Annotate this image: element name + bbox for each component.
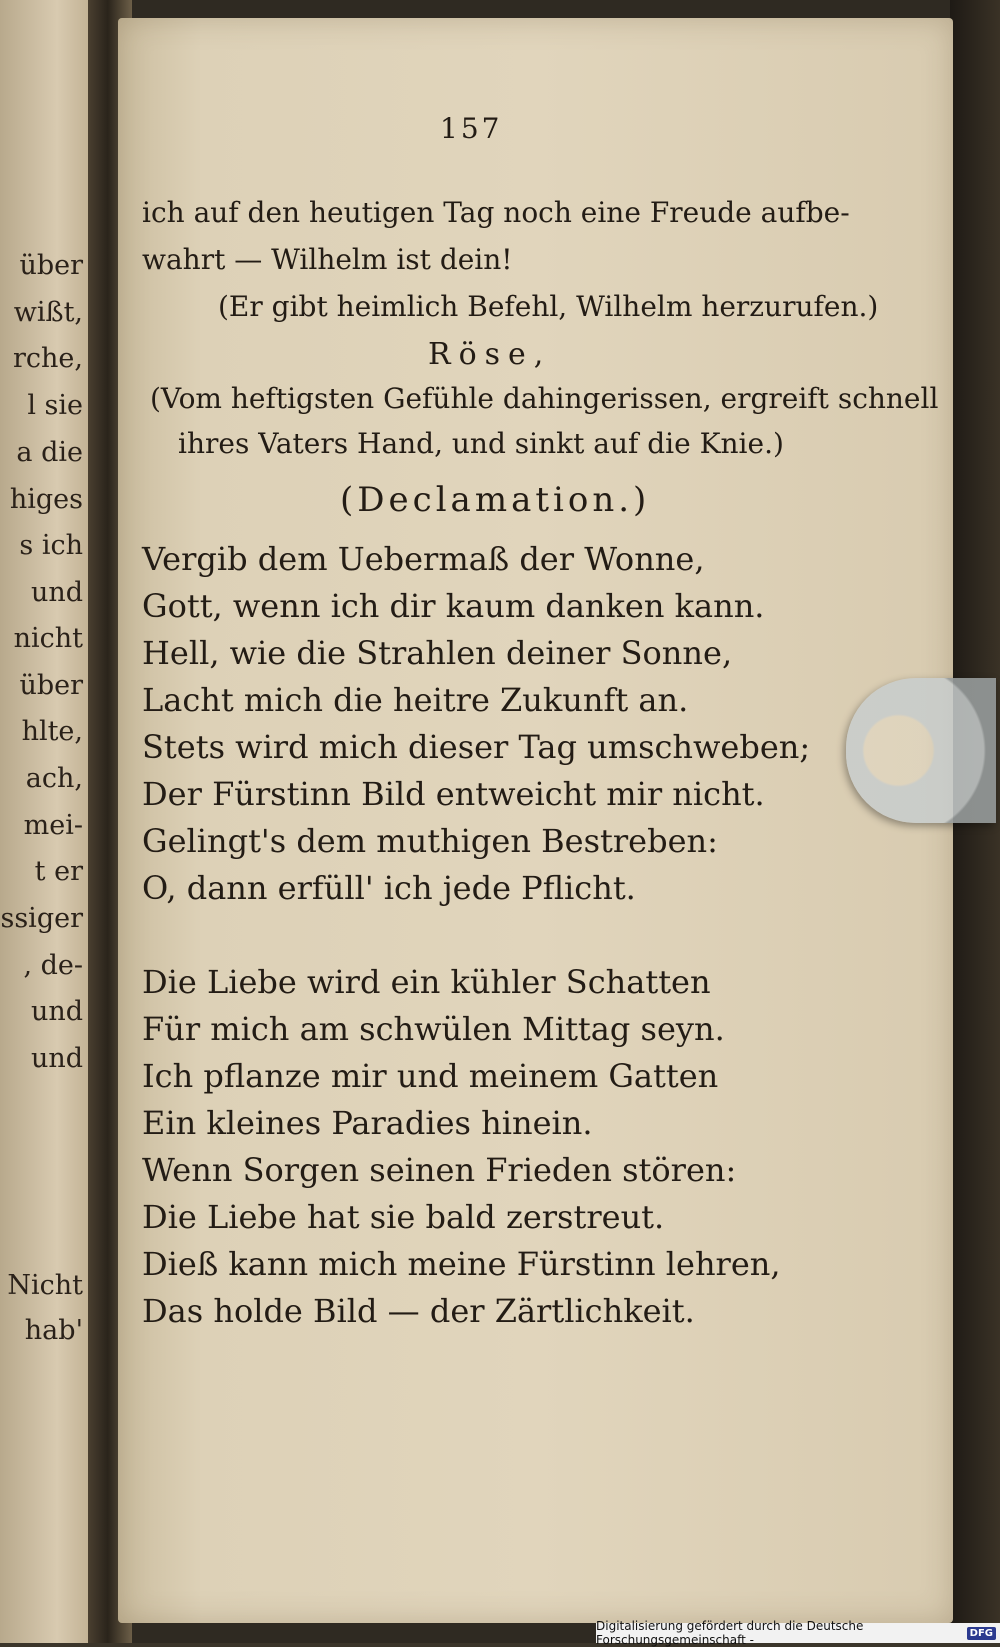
left-fragment: und	[30, 577, 83, 608]
page-number: 157	[440, 112, 503, 145]
left-fragment: über	[19, 250, 83, 281]
left-fragment: mei-	[23, 810, 83, 841]
stage-direction: (Er gibt heimlich Befehl, Wilhelm herzurufen.)	[218, 290, 879, 323]
left-fragment: , de-	[23, 950, 83, 981]
left-fragment: ach,	[25, 763, 83, 794]
left-fragment: hab'	[24, 1315, 83, 1346]
left-fragment: l sie	[27, 390, 83, 421]
verse-line: Das holde Bild — der Zärtlichkeit.	[142, 1292, 695, 1330]
verse-line: Hell, wie die Strahlen deiner Sonne,	[142, 634, 733, 672]
left-fragment: hlte,	[21, 716, 83, 747]
left-fragment: Nicht	[7, 1270, 83, 1301]
left-fragment: a die	[16, 437, 83, 468]
verse-line: Vergib dem Uebermaß der Wonne,	[142, 540, 705, 578]
left-fragment: über	[19, 670, 83, 701]
footer-text: Digitalisierung gefördert durch die Deutsche Forschungsgemeinschaft -	[596, 1619, 864, 1647]
verse-line: O, dann erfüll' ich jede Pflicht.	[142, 869, 636, 907]
left-fragment: und	[30, 996, 83, 1027]
verse-line: Die Liebe hat sie bald zerstreut.	[142, 1198, 665, 1236]
dfg-logo: DFG	[967, 1627, 996, 1640]
verse-line: Gott, wenn ich dir kaum danken kann.	[142, 587, 765, 625]
page-clip	[846, 678, 996, 823]
verse-line: Gelingt's dem muthigen Bestreben:	[142, 822, 718, 860]
left-page-edge	[0, 0, 95, 1643]
left-fragment: s ich	[19, 530, 83, 561]
stage-direction: (Vom heftigsten Gefühle dahingerissen, ergreift schnell	[150, 382, 939, 415]
section-heading: (Declamation.)	[340, 480, 651, 520]
stage-direction: ihres Vaters Hand, und sinkt auf die Knie.)	[178, 427, 784, 460]
verse-line: Wenn Sorgen seinen Frieden stören:	[142, 1151, 737, 1189]
verse-line: Stets wird mich dieser Tag umschweben;	[142, 728, 811, 766]
left-fragment: t er	[34, 856, 83, 887]
verse-line: Die Liebe wird ein kühler Schatten	[142, 963, 711, 1001]
verse-line: Ein kleines Paradies hinein.	[142, 1104, 593, 1142]
left-fragment: rche,	[13, 343, 83, 374]
speaker-name: Röse,	[428, 337, 552, 372]
prose-line: wahrt — Wilhelm ist dein!	[142, 243, 513, 276]
verse-line: Dieß kann mich meine Fürstinn lehren,	[142, 1245, 781, 1283]
left-fragment: nicht	[13, 623, 83, 654]
verse-line: Für mich am schwülen Mittag seyn.	[142, 1010, 725, 1048]
footer-credit	[596, 1619, 1000, 1647]
verse-line: Ich pflanze mir und meinem Gatten	[142, 1057, 719, 1095]
left-fragment: higes	[9, 484, 83, 515]
verse-line: Der Fürstinn Bild entweicht mir nicht.	[142, 775, 765, 813]
verse-line: Lacht mich die heitre Zukunft an.	[142, 681, 689, 719]
left-fragment: wißt,	[13, 297, 83, 328]
left-fragment: ssiger	[0, 903, 83, 934]
left-fragment: und	[30, 1043, 83, 1074]
prose-line: ich auf den heutigen Tag noch eine Freude aufbe-	[142, 196, 850, 229]
